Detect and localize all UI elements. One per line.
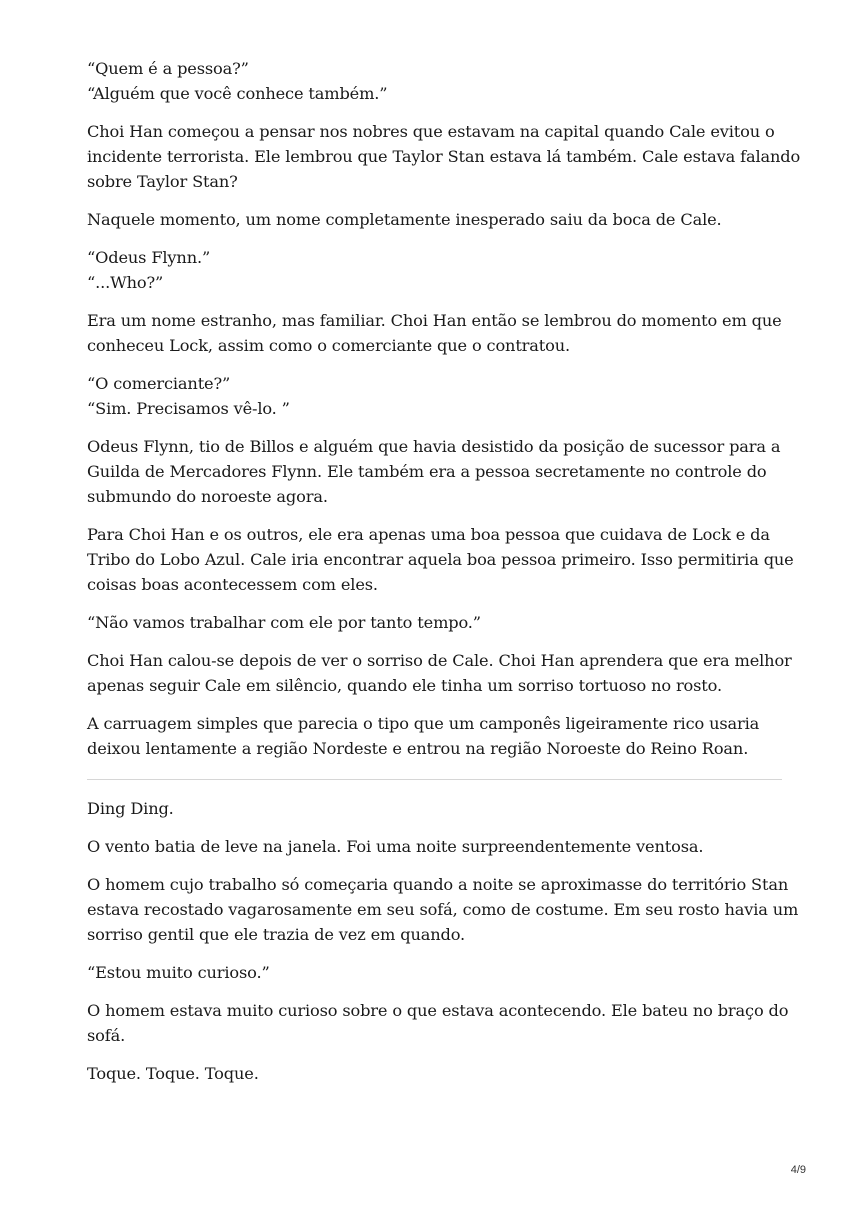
page-number: 4/9 bbox=[790, 1164, 806, 1176]
text-line: Choi Han começou a pensar nos nobres que estavam na capital quando Cale evitou o bbox=[87, 122, 775, 141]
text-line: Odeus Flynn, tio de Billos e alguém que havia desistido da posição de sucessor para a bbox=[87, 437, 781, 456]
text-line: sobre Taylor Stan? bbox=[87, 172, 238, 191]
section-divider bbox=[87, 779, 782, 780]
text-line: Tribo do Lobo Azul. Cale iria encontrar aquela boa pessoa primeiro. Isso permitiria que bbox=[87, 550, 794, 569]
paragraph bbox=[87, 308, 787, 358]
paragraph bbox=[87, 56, 787, 106]
paragraph bbox=[87, 119, 801, 194]
paragraph bbox=[87, 711, 787, 761]
text-line: O homem cujo trabalho só começaria quando a noite se aproximasse do território Stan bbox=[87, 875, 789, 894]
text-line: “...Who?” bbox=[87, 273, 164, 292]
text-line: Era um nome estranho, mas familiar. Choi Han então se lembrou do momento em que bbox=[87, 311, 782, 330]
text-line: sorriso gentil que ele trazia de vez em quando. bbox=[87, 925, 466, 944]
text-line: A carruagem simples que parecia o tipo que um camponês ligeiramente rico usaria bbox=[87, 714, 760, 733]
text-line: Guilda de Mercadores Flynn. Ele também era a pessoa secretamente no controle do bbox=[87, 462, 767, 481]
paragraph bbox=[87, 998, 787, 1048]
text-line: estava recostado vagarosamente em seu sofá, como de costume. Em seu rosto havia um bbox=[87, 900, 799, 919]
text-line: Choi Han calou-se depois de ver o sorriso de Cale. Choi Han aprendera que era melhor bbox=[87, 651, 792, 670]
text-line: conheceu Lock, assim como o comerciante que o contratou. bbox=[87, 336, 570, 355]
text-line: Naquele momento, um nome completamente inesperado saiu da boca de Cale. bbox=[87, 210, 722, 229]
text-line: Toque. Toque. Toque. bbox=[87, 1064, 259, 1083]
text-line: coisas boas acontecessem com eles. bbox=[87, 575, 378, 594]
text-line: O vento batia de leve na janela. Foi uma noite surpreendentemente ventosa. bbox=[87, 837, 704, 856]
section-after-break bbox=[87, 796, 799, 1086]
text-line: “O comerciante?” bbox=[87, 374, 231, 393]
text-line: “Quem é a pessoa?” bbox=[87, 59, 249, 78]
paragraph bbox=[87, 960, 787, 985]
section-before-break bbox=[87, 56, 801, 761]
paragraph bbox=[87, 522, 794, 597]
paragraph bbox=[87, 434, 787, 509]
text-line: “Alguém que você conhece também.” bbox=[87, 84, 388, 103]
paragraph bbox=[87, 872, 799, 947]
paragraph bbox=[87, 207, 787, 232]
text-line: “Sim. Precisamos vê-lo. ” bbox=[87, 399, 290, 418]
text-line: apenas seguir Cale em silêncio, quando ele tinha um sorriso tortuoso no rosto. bbox=[87, 676, 722, 695]
paragraph bbox=[87, 245, 787, 295]
paragraph bbox=[87, 834, 787, 859]
text-line: incidente terrorista. Ele lembrou que Taylor Stan estava lá também. Cale estava falando bbox=[87, 147, 801, 166]
text-line: Ding Ding. bbox=[87, 799, 174, 818]
text-line: Para Choi Han e os outros, ele era apenas uma boa pessoa que cuidava de Lock e da bbox=[87, 525, 770, 544]
text-line: sofá. bbox=[87, 1026, 126, 1045]
text-line: submundo do noroeste agora. bbox=[87, 487, 328, 506]
document-page bbox=[87, 56, 801, 1099]
paragraph bbox=[87, 648, 792, 698]
text-line: O homem estava muito curioso sobre o que estava acontecendo. Ele bateu no braço do bbox=[87, 1001, 789, 1020]
text-line: “Não vamos trabalhar com ele por tanto tempo.” bbox=[87, 613, 481, 632]
paragraph bbox=[87, 796, 787, 821]
paragraph bbox=[87, 371, 787, 421]
text-line: deixou lentamente a região Nordeste e entrou na região Noroeste do Reino Roan. bbox=[87, 739, 749, 758]
text-line: “Estou muito curioso.” bbox=[87, 963, 270, 982]
paragraph bbox=[87, 610, 787, 635]
text-line: “Odeus Flynn.” bbox=[87, 248, 211, 267]
paragraph bbox=[87, 1061, 787, 1086]
